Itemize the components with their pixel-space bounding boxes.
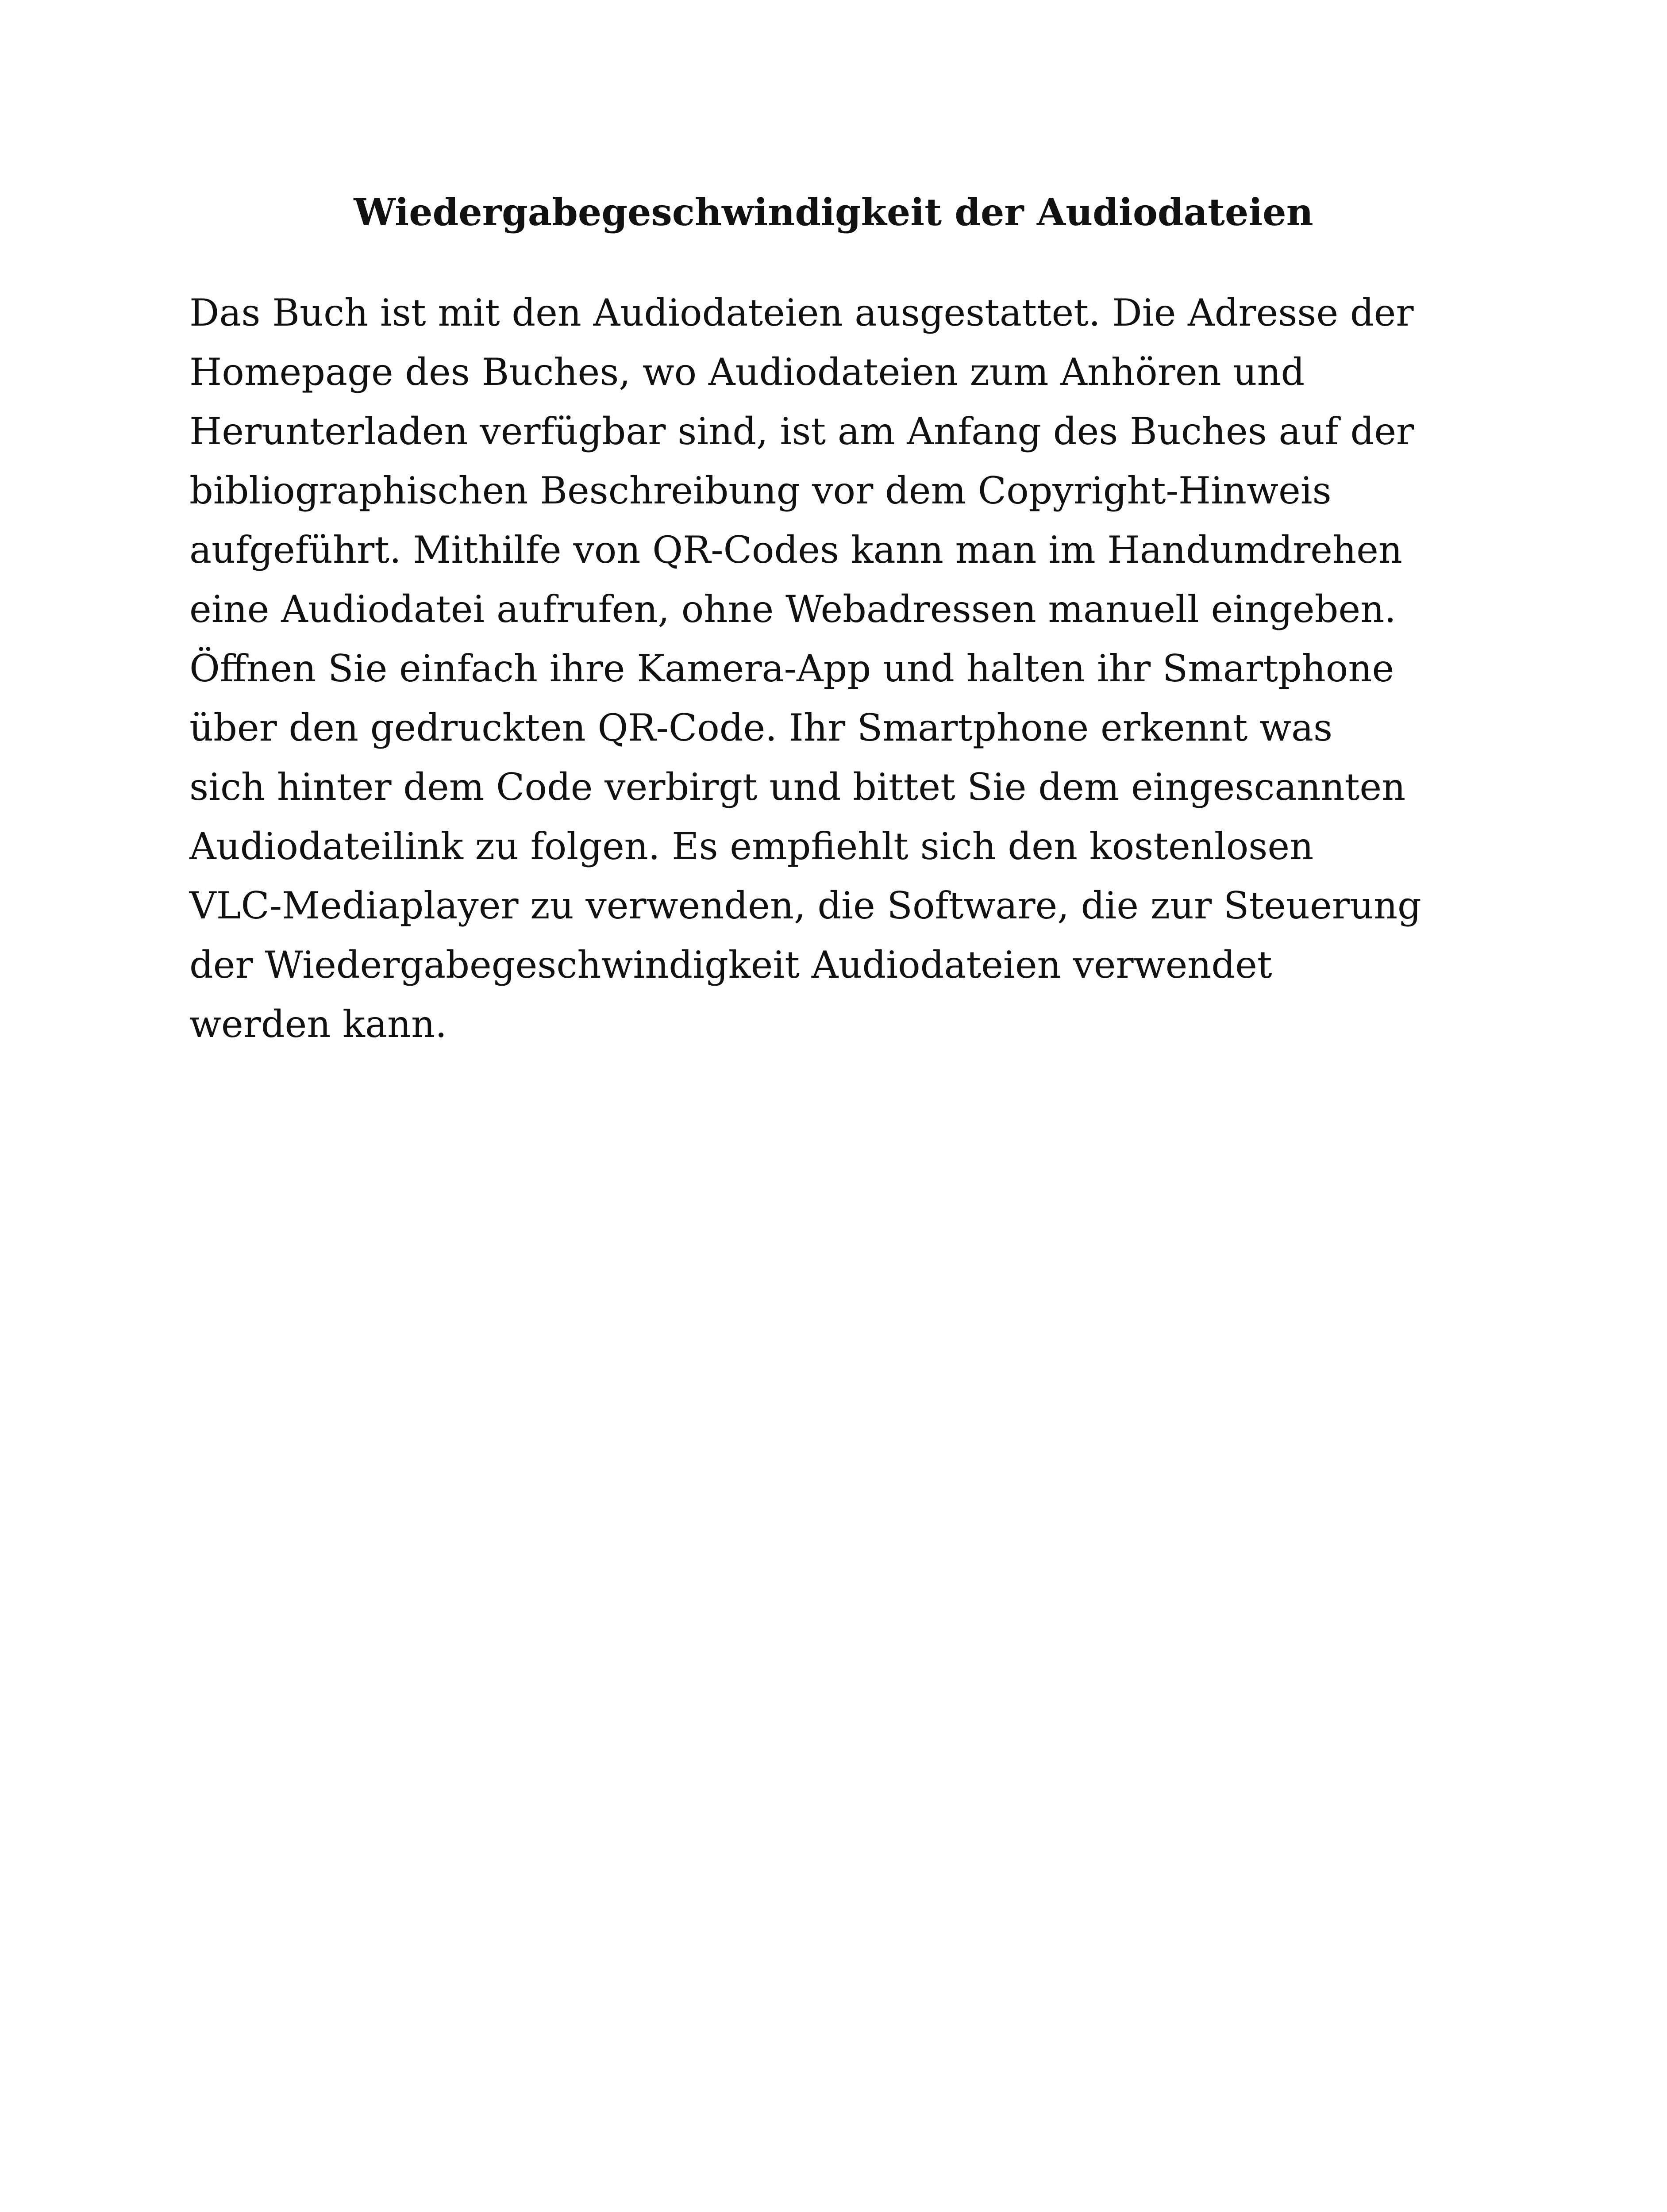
body-line: bibliographischen Beschreibung vor dem Copyright-Hinweis (189, 469, 1332, 512)
body-line: eine Audiodatei aufrufen, ohne Webadressen manuell eingeben. (189, 588, 1396, 631)
body-line: werden kann. (189, 1002, 447, 1046)
body-line: über den gedruckten QR-Code. Ihr Smartphone erkennt was (189, 706, 1333, 749)
body-line: Homepage des Buches, wo Audiodateien zum Anhören und (189, 350, 1305, 394)
page-title (0, 186, 1667, 239)
body-line: Öffnen Sie einfach ihre Kamera-App und halten ihr Smartphone (189, 647, 1394, 690)
body-line: Das Buch ist mit den Audiodateien ausgestattet. Die Adresse der (189, 291, 1414, 334)
body-line: der Wiedergabegeschwindigkeit Audiodateien verwendet (189, 943, 1272, 987)
page-title-text: Wiedergabegeschwindigkeit der Audiodateien (354, 190, 1313, 234)
body-line: Audiodateilink zu folgen. Es empfiehlt sich den kostenlosen (189, 825, 1314, 868)
body-line: VLC-Mediaplayer zu verwenden, die Software, die zur Steuerung (189, 884, 1421, 927)
body-line: sich hinter dem Code verbirgt und bittet Sie dem eingescannten (189, 765, 1406, 809)
body-line: aufgeführt. Mithilfe von QR-Codes kann man im Handumdrehen (189, 528, 1402, 572)
body-line: Herunterladen verfügbar sind, ist am Anfang des Buches auf der (189, 410, 1414, 453)
body-paragraph (189, 283, 1421, 1054)
